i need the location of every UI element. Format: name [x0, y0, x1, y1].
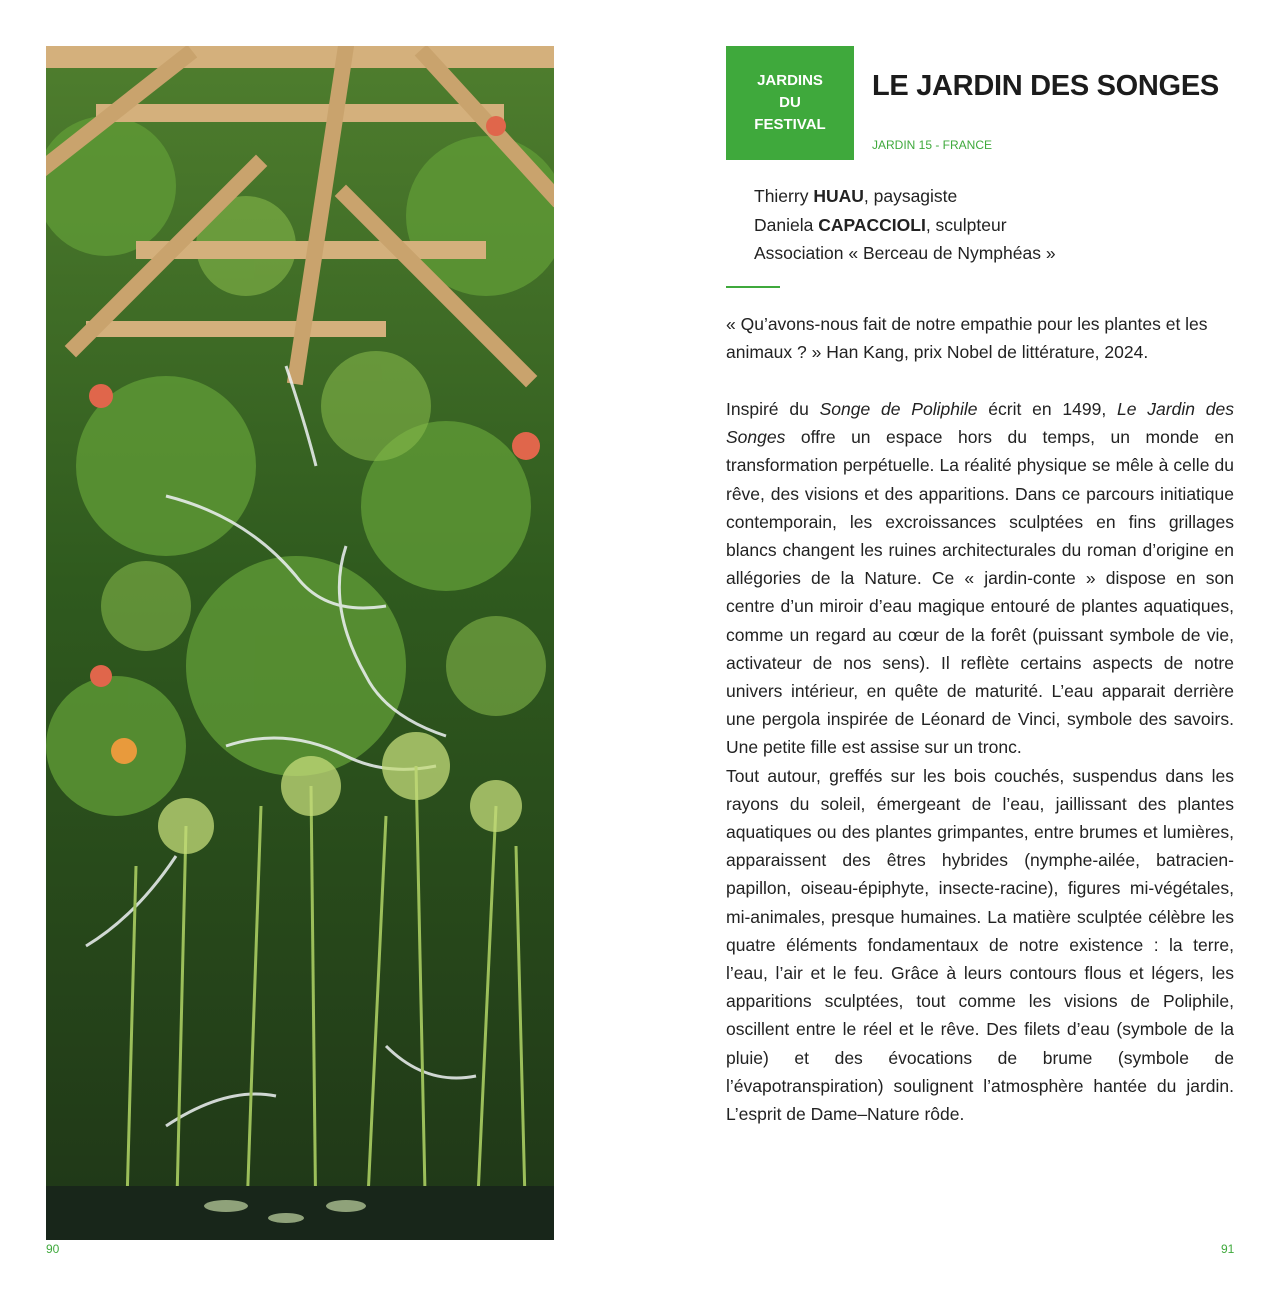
- epigraph-quote: « Qu’avons-nous fait de notre empathie pour les plantes et les animaux ? » Han Kang, prix Nobel de littérature, 2024.: [726, 314, 1208, 363]
- badge-line-2: DU: [779, 94, 801, 111]
- credit-association: Association « Berceau de Nymphéas »: [754, 243, 1056, 263]
- description-text: [726, 395, 1234, 1128]
- paragraph-1: Inspiré du Songe de Poliphile écrit en 1499, Le Jardin des Songes offre un espace hors du temps, un monde en transformation perpétuelle. La réalité physique se mêle à celle du rêve, des visions et des apparitions. Dans ce parcours initiatique contemporain, les excroissances sculptées en fins grillages blancs changent les ruines architecturales du roman d’origine en allégories de la Nature. Ce « jardin-conte » dispose en son centre d’un miroir d’eau magique entouré de plantes aquatiques, comme un regard au cœur de la forêt (puissant symbole de vie, activateur de nos sens). Il reflète certains aspects de notre univers intérieur, en quête de maturité. L’eau apparait derrière une pergola inspirée de Léonard de Vinci, symbole des savoirs. Une petite fille est assise sur un tronc.: [726, 399, 1234, 758]
- page-number-left: 90: [46, 1242, 60, 1256]
- credits-list: [754, 182, 1056, 268]
- divider: [726, 286, 780, 288]
- garden-photo: [46, 46, 554, 1240]
- credit-sculptor: Daniela CAPACCIOLI, sculpteur: [754, 214, 1007, 235]
- badge-line-3: FESTIVAL: [754, 116, 826, 133]
- credit-landscaper: Thierry HUAU, paysagiste: [754, 186, 958, 206]
- page-title: LE JARDIN DES SONGES: [872, 70, 1219, 102]
- section-badge: [726, 46, 854, 160]
- garden-subtitle: JARDIN 15 - FRANCE: [872, 138, 993, 152]
- badge-line-1: JARDINS: [757, 72, 823, 89]
- paragraph-2: Tout autour, greffés sur les bois couchés, suspendus dans les rayons du soleil, émergeant de l’eau, jaillissant des plantes aquatiques ou des plantes grimpantes, entre brumes et lumières, apparaissent des êtres hybrides (nymphe-ailée, batracien-papillon, oiseau-épiphyte, insecte-racine), figures mi-végétales, mi-animales, presque humaines. La matière sculptée célèbre les quatre éléments fondamentaux de notre existence : la terre, l’eau, l’air et le feu. Grâce à leurs contours flous et légers, les apparitions sculptées, tout comme les visions de Poliphile, oscillent entre le réel et le rêve. Des filets d’eau (symbole de la pluie) et des évocations de brume (symbole de l’évapotranspiration) soulignent l’atmosphère hantée du jardin. L’esprit de Dame–Nature rôde.: [726, 765, 1234, 1125]
- page-number-right: 91: [1221, 1242, 1235, 1256]
